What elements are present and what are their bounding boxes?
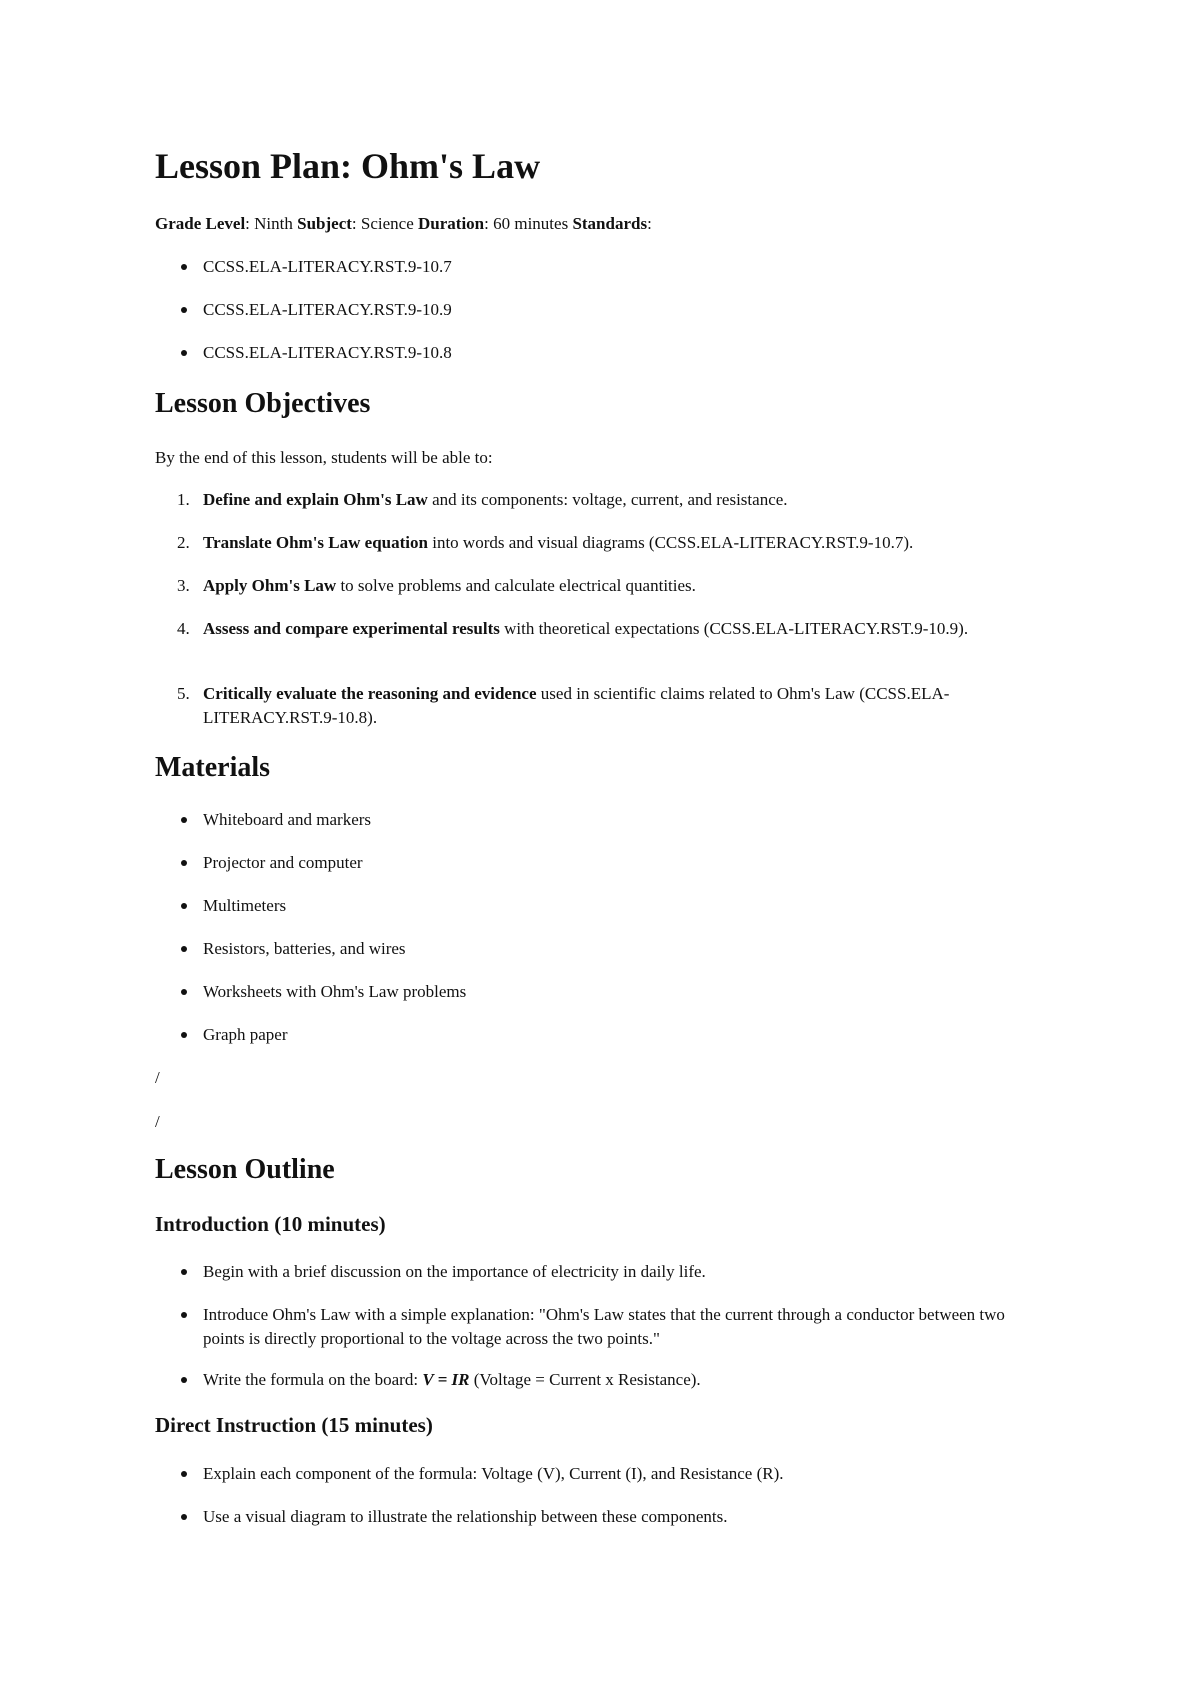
material-item: Whiteboard and markers	[203, 808, 1063, 832]
direct-instruction-item: Use a visual diagram to illustrate the relationship between these components.	[203, 1505, 1063, 1529]
objective-text: with theoretical expectations (CCSS.ELA-LITERACY.RST.9-10.9).	[499, 619, 969, 638]
objective-bold: Apply Ohm's Law	[203, 576, 337, 595]
ohms-law-formula: V = IR	[422, 1370, 470, 1389]
objective-item	[177, 574, 1063, 598]
material-item: Projector and computer	[203, 851, 1063, 875]
objective-bold: Critically evaluate the reasoning and evidence	[203, 684, 537, 703]
subject-label: Subject	[297, 214, 352, 233]
objective-bold: Translate Ohm's Law equation	[203, 533, 428, 552]
objective-number: 3.	[177, 576, 190, 595]
material-item: Worksheets with Ohm's Law problems	[203, 980, 1063, 1004]
objective-item	[177, 682, 1033, 730]
objective-item	[177, 531, 1063, 555]
objective-bold: Assess and compare experimental results	[203, 619, 500, 638]
objective-item	[177, 488, 1063, 512]
slash-separator: /	[155, 1068, 160, 1087]
duration-label: Duration	[418, 214, 485, 233]
slash-separator: /	[155, 1112, 160, 1131]
objectives-intro: By the end of this lesson, students will be able to:	[155, 448, 493, 467]
standard-item: CCSS.ELA-LITERACY.RST.9-10.9	[203, 298, 1063, 322]
subject-value: : Science	[351, 214, 418, 233]
lesson-meta	[155, 212, 652, 236]
grade-level-label: Grade Level	[155, 214, 246, 233]
objective-text: used in scientific claims related to Ohm's Law (CCSS.ELA-LITERACY.RST.9-10.8).	[203, 684, 950, 727]
page-title: Lesson Plan: Ohm's Law	[155, 146, 541, 186]
material-item: Resistors, batteries, and wires	[203, 937, 1063, 961]
objective-number: 5.	[177, 684, 190, 703]
objective-number: 4.	[177, 619, 190, 638]
objective-number: 1.	[177, 490, 190, 509]
objective-number: 2.	[177, 533, 190, 552]
material-item: Graph paper	[203, 1023, 1063, 1047]
introduction-heading: Introduction (10 minutes)	[155, 1212, 386, 1236]
introduction-item	[203, 1368, 1063, 1392]
material-item: Multimeters	[203, 894, 1063, 918]
introduction-item: Introduce Ohm's Law with a simple explanation: "Ohm's Law states that the current through a conductor between two points is directly proportional to the voltage across the two points."	[203, 1303, 1043, 1351]
objective-item	[177, 617, 1053, 641]
standards-label: Standards	[572, 214, 648, 233]
materials-heading: Materials	[155, 752, 271, 783]
duration-value: : 60 minutes	[484, 214, 573, 233]
standards-colon: :	[647, 214, 652, 233]
objectives-heading: Lesson Objectives	[155, 388, 371, 419]
objective-text: into words and visual diagrams (CCSS.ELA-LITERACY.RST.9-10.7).	[427, 533, 914, 552]
direct-instruction-heading: Direct Instruction (15 minutes)	[155, 1413, 433, 1437]
outline-heading: Lesson Outline	[155, 1154, 335, 1185]
standard-item: CCSS.ELA-LITERACY.RST.9-10.8	[203, 341, 1063, 365]
grade-level-value: : Ninth	[245, 214, 298, 233]
standard-item: CCSS.ELA-LITERACY.RST.9-10.7	[203, 255, 1063, 279]
formula-explanation: (Voltage = Current x Resistance).	[469, 1370, 701, 1389]
introduction-item: Begin with a brief discussion on the importance of electricity in daily life.	[203, 1260, 1063, 1284]
formula-intro-text: Write the formula on the board:	[203, 1370, 423, 1389]
objective-text: to solve problems and calculate electrical quantities.	[336, 576, 696, 595]
objective-text: and its components: voltage, current, and resistance.	[427, 490, 788, 509]
direct-instruction-item: Explain each component of the formula: Voltage (V), Current (I), and Resistance (R).	[203, 1462, 1063, 1486]
objective-bold: Define and explain Ohm's Law	[203, 490, 428, 509]
